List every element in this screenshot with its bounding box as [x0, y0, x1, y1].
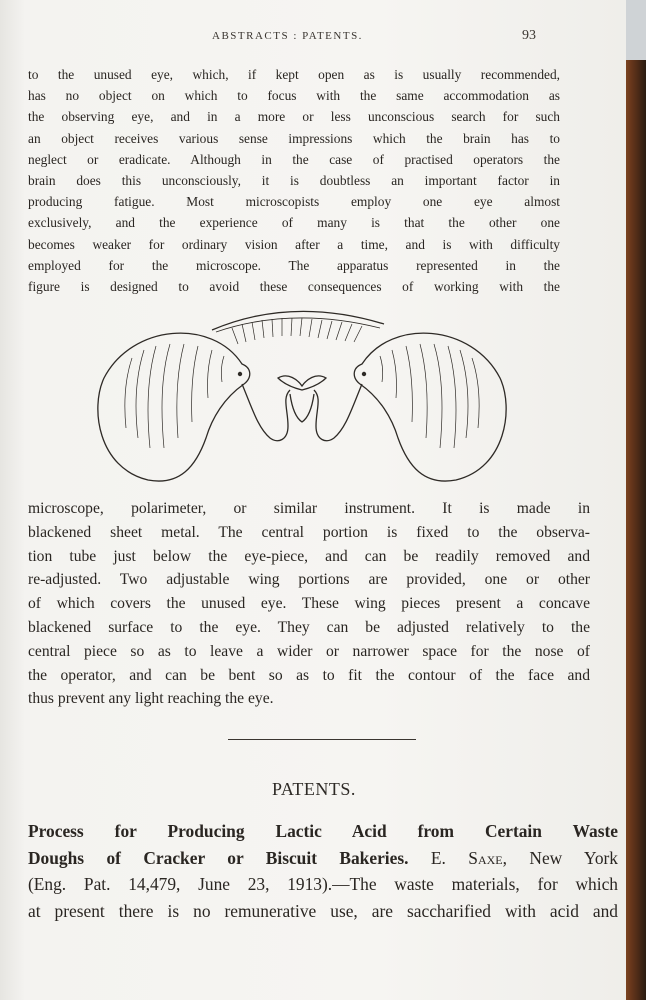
- section-heading: PATENTS.: [272, 779, 356, 799]
- text-line: to the unused eye, which, if kept open as is usually recommended,: [28, 67, 560, 82]
- text-line: at present there is no remunerative use, are saccharified with acid and: [28, 900, 618, 921]
- text-line: brain does this unconsciously, it is doubtless an important factor in: [28, 173, 560, 189]
- running-header: [0, 30, 626, 50]
- page-number: 93: [522, 28, 536, 43]
- text-line: blackened surface to the eye. They can be adjusted relatively to the: [28, 618, 590, 636]
- text-line: neglect or eradicate. Although in the case of practised operators the: [28, 151, 560, 167]
- eye-shade-figure: [92, 298, 512, 488]
- patent-title-line: Doughs of Cracker or Biscuit Bakeries.: [28, 847, 409, 868]
- text-line: central piece so as to leave a wider or narrower space for the nose of: [28, 642, 590, 660]
- paragraph-top: [28, 64, 560, 297]
- text-line: microscope, polarimeter, or similar instrument. It is made in: [28, 500, 590, 517]
- text-line: the operator, and can be bent so as to fit the contour of the face and: [28, 666, 590, 684]
- text-line: has no object on which to focus with the same accommodation as: [28, 88, 560, 104]
- text-line: employed for the microscope. The apparatus represented in the: [28, 257, 560, 273]
- text-line: figure is designed to avoid these consequences of working with the: [28, 279, 560, 295]
- paragraph-bottom: [28, 497, 590, 711]
- text-line: (Eng. Pat. 14,479, June 23, 1913).—The waste materials, for which: [28, 874, 618, 895]
- text-line: an object receives various sense impressions which the brain has to: [28, 130, 560, 146]
- text-line: of which covers the unused eye. These wing pieces present a concave: [28, 595, 590, 613]
- patent-entry: [28, 818, 618, 924]
- author-surname: Saxe,: [468, 847, 507, 868]
- text-line: re-adjusted. Two adjustable wing portions are provided, one or other: [28, 571, 590, 589]
- patent-title-line: Process for Producing Lactic Acid from Certain Waste: [28, 821, 618, 841]
- author-initial: E.: [430, 847, 446, 868]
- text-line: tion tube just below the eye-piece, and can be readily removed and: [28, 547, 590, 565]
- section-divider: [228, 739, 416, 740]
- text-line: exclusively, and the experience of many is that the other one: [28, 215, 560, 231]
- patent-title-author-line: [28, 845, 618, 872]
- text-line: blackened sheet metal. The central portion is fixed to the observa-: [28, 523, 590, 541]
- text-line: producing fatigue. Most microscopists employ one eye almost: [28, 194, 560, 210]
- text-line: thus prevent any light reaching the eye.: [28, 690, 274, 708]
- text-line: the observing eye, and in a more or less unconscious search for such: [28, 109, 560, 125]
- author-place: New York: [529, 847, 619, 868]
- header-title: ABSTRACTS : PATENTS.: [212, 30, 363, 42]
- text-line: becomes weaker for ordinary vision after a time, and is with difficulty: [28, 236, 560, 252]
